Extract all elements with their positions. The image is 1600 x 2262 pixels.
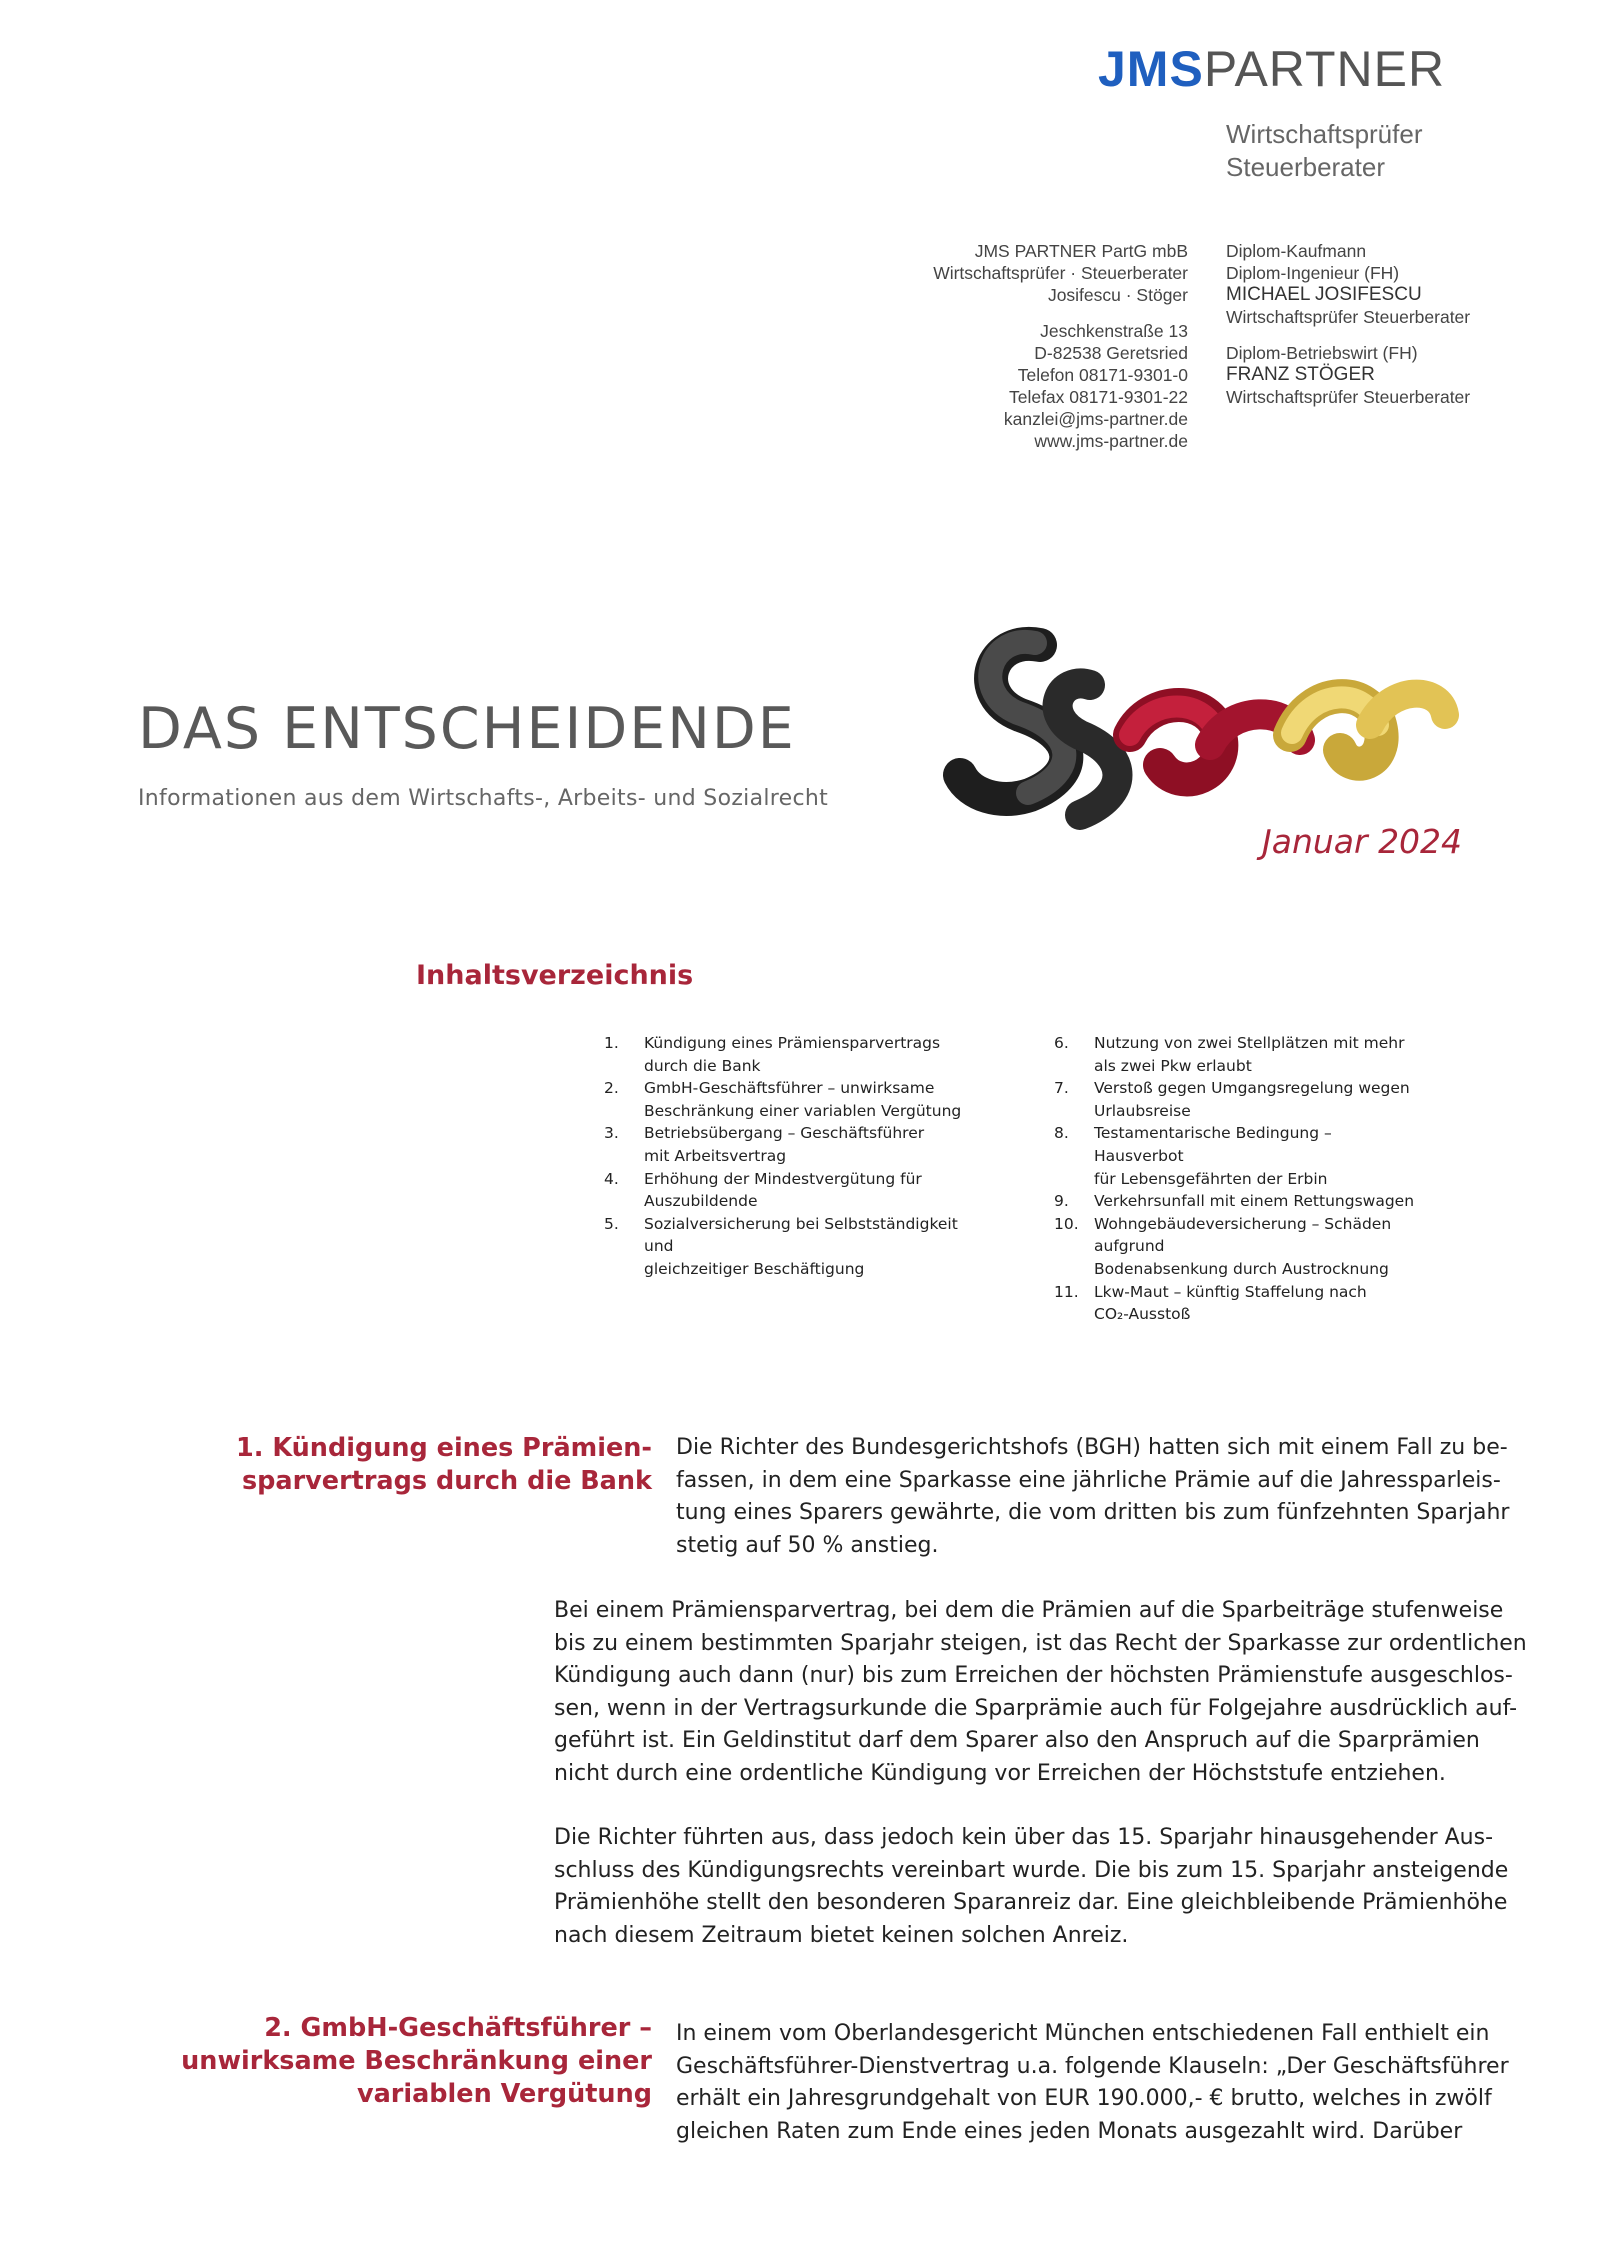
section-1-paragraph-1 <box>676 1432 1510 1562</box>
toc-item-line: GmbH-Geschäftsführer – unwirksame <box>644 1079 935 1098</box>
toc-item-line: Testamentarische Bedingung – Hausverbot <box>1094 1124 1332 1165</box>
toc-item-line: als zwei Pkw erlaubt <box>1094 1056 1252 1075</box>
toc-item-line: mit Arbeitsvertrag <box>644 1146 787 1165</box>
newsletter-title: DAS ENTSCHEIDENDE <box>138 696 796 762</box>
partner-degree: Diplom-Ingenieur (FH) <box>1226 263 1400 283</box>
toc-item-text <box>1094 1281 1424 1326</box>
section-2-title <box>132 2012 652 2111</box>
firm-line: Josifescu · Stöger <box>1047 285 1188 305</box>
address-line: D-82538 Geretsried <box>1034 343 1188 363</box>
paragraph-line: schluss des Kündigungsrechts vereinbart wurde. Die bis zum 15. Sparjahr ansteigende <box>554 1857 1509 1883</box>
paragraph-line: In einem vom Oberlandesgericht München entschiedenen Fall enthielt ein <box>676 2021 1490 2046</box>
toc-item-line: CO₂-Ausstoß <box>1094 1305 1191 1324</box>
toc-left-column <box>604 1032 974 1281</box>
paragraph-line: Die Richter führten aus, dass jedoch kein über das 15. Sparjahr hinausgehender Aus- <box>554 1825 1494 1850</box>
toc-item[interactable] <box>604 1213 974 1281</box>
toc-item[interactable] <box>604 1168 974 1213</box>
section-title-line: 2. GmbH-Geschäftsführer – <box>264 2013 652 2043</box>
partner-name: FRANZ STÖGER <box>1226 364 1375 385</box>
website-link[interactable]: www.jms-partner.de <box>1034 431 1188 451</box>
partner-list <box>1226 240 1586 408</box>
toc-item-number: 8. <box>1054 1124 1069 1143</box>
toc-item-number: 2. <box>604 1079 619 1098</box>
toc-item-text <box>644 1077 974 1122</box>
email-link[interactable]: kanzlei@jms-partner.de <box>1003 409 1188 429</box>
issue-date: Januar 2024 <box>1262 822 1463 861</box>
toc-item-line: Bodenabsenkung durch Austrocknung <box>1094 1259 1389 1278</box>
toc-item-line: Betriebsübergang – Geschäftsführer <box>644 1124 925 1143</box>
toc-item-line: Lkw-Maut – künftig Staffelung nach <box>1094 1282 1367 1301</box>
toc-item-text <box>1094 1190 1424 1213</box>
paragraph-line: Prämienhöhe stellt den besonderen Sparanreiz dar. Eine gleichbleibende Prämienhöhe <box>554 1890 1508 1916</box>
phone: Telefon 08171-9301-0 <box>1017 365 1188 385</box>
paragraph-line: bis zu einem bestimmten Sparjahr steigen, ist das Recht der Sparkasse zur ordentlichen <box>554 1630 1527 1656</box>
section-1-paragraph-2 <box>554 1595 1527 1791</box>
paragraph-line: nach diesem Zeitraum bietet keinen solchen Anreiz. <box>554 1922 1129 1948</box>
toc-item[interactable] <box>1054 1190 1424 1213</box>
paragraph-line: nicht durch eine ordentliche Kündigung vor Erreichen der Höchststufe entziehen. <box>554 1760 1446 1786</box>
section-1-title <box>132 1432 652 1498</box>
fax: Telefax 08171-9301-22 <box>1008 387 1188 407</box>
partner-degree: Diplom-Kaufmann <box>1226 241 1367 261</box>
partner-degree: Diplom-Betriebswirt (FH) <box>1226 343 1418 363</box>
toc-item-line: Urlaubsreise <box>1094 1101 1191 1120</box>
paragraph-line: Die Richter des Bundesgerichtshofs (BGH) hatten sich mit einem Fall zu be- <box>676 1435 1508 1460</box>
paragraph-line: Bei einem Prämiensparvertrag, bei dem die Prämien auf die Sparbeiträge stufenweise <box>554 1598 1504 1623</box>
section-title-line: sparvertrags durch die Bank <box>241 1466 652 1496</box>
toc-item-text <box>644 1032 974 1077</box>
firm-logo <box>1098 41 1446 97</box>
paragraph-line: geführt ist. Ein Geldinstitut darf dem Sparer also den Anspruch auf die Sparprämien <box>554 1728 1480 1754</box>
toc-item[interactable] <box>1054 1281 1424 1326</box>
toc-item-line: gleichzeitiger Beschäftigung <box>644 1259 865 1278</box>
partner-title: Wirtschaftsprüfer Steuerberater <box>1226 387 1471 407</box>
toc-item-text <box>644 1168 974 1213</box>
toc-item-text <box>1094 1213 1424 1281</box>
section-title-line: variablen Vergütung <box>356 2079 652 2109</box>
toc-item-line: Wohngebäudeversicherung – Schäden aufgrund <box>1094 1214 1392 1256</box>
toc-item-text <box>644 1122 974 1167</box>
paragraph-line: tung eines Sparers gewährte, die vom dritten bis zum fünfzehnten Sparjahr <box>676 1500 1510 1526</box>
firm-line: JMS PARTNER PartG mbB <box>974 241 1188 261</box>
toc-item-line: Erhöhung der Mindestvergütung für <box>644 1169 922 1188</box>
paragraph-line: erhält ein Jahresgrundgehalt von EUR 190.000,- € brutto, welches in zwölf <box>676 2086 1492 2112</box>
paragraph-line: gleichen Raten zum Ende eines jeden Monats ausgezahlt wird. Darüber <box>676 2118 1463 2144</box>
paragraph-red-icon <box>1130 705 1300 779</box>
toc-item-line: Sozialversicherung bei Selbstständigkeit und <box>644 1214 958 1256</box>
logo-partner: PARTNER <box>1203 41 1446 97</box>
toc-item[interactable] <box>604 1032 974 1077</box>
newsletter-subtitle: Informationen aus dem Wirtschafts-, Arbeits- und Sozialrecht <box>138 786 829 811</box>
toc-item-number: 11. <box>1054 1282 1079 1301</box>
toc-item-line: für Lebensgefährten der Erbin <box>1094 1169 1328 1188</box>
paragraph-line: Kündigung auch dann (nur) bis zum Erreichen der höchsten Prämienstufe ausgeschlos- <box>554 1663 1513 1689</box>
toc-item-line: durch die Bank <box>644 1056 761 1075</box>
toc-item-number: 10. <box>1054 1214 1079 1233</box>
toc-item-number: 3. <box>604 1124 619 1143</box>
toc-item-text <box>644 1213 974 1281</box>
section-title-line: 1. Kündigung eines Prämien- <box>236 1433 652 1463</box>
logo-line-1: Wirtschaftsprüfer <box>1226 119 1423 149</box>
toc-item-number: 6. <box>1054 1034 1069 1052</box>
firm-address <box>828 240 1188 452</box>
paragraph-gold-icon <box>1290 694 1445 764</box>
paragraph-line: sen, wenn in der Vertragsurkunde die Sparprämie auch für Folgejahre ausdrücklich auf- <box>554 1695 1518 1721</box>
paragraph-line: fassen, in dem eine Sparkasse eine jährliche Prämie auf die Jahressparleis- <box>676 1467 1501 1493</box>
logo-subtitle <box>1226 118 1423 184</box>
toc-item-text <box>1094 1122 1424 1190</box>
section-2-paragraph-1 <box>676 2018 1509 2148</box>
toc-right-column <box>1054 1032 1424 1326</box>
toc-item-line: Auszubildende <box>644 1192 758 1211</box>
paragraph-black-icon <box>960 642 1118 815</box>
logo-line-2: Steuerberater <box>1226 152 1385 182</box>
toc-item-number: 4. <box>604 1169 619 1188</box>
toc-item[interactable] <box>1054 1077 1424 1122</box>
toc-item-number: 5. <box>604 1214 619 1233</box>
toc-item-number: 1. <box>604 1034 619 1052</box>
toc-item-text <box>1094 1032 1424 1077</box>
toc-item[interactable] <box>1054 1032 1424 1077</box>
section-title-line: unwirksame Beschränkung einer <box>181 2046 652 2076</box>
toc-item-number: 9. <box>1054 1192 1069 1211</box>
toc-item-line: Verstoß gegen Umgangsregelung wegen <box>1094 1079 1410 1098</box>
toc-item[interactable] <box>604 1077 974 1122</box>
toc-item[interactable] <box>1054 1122 1424 1190</box>
toc-item[interactable] <box>1054 1213 1424 1281</box>
toc-item-line: Nutzung von zwei Stellplätzen mit mehr <box>1094 1034 1405 1052</box>
toc-item-line: Kündigung eines Prämiensparvertrags <box>644 1034 941 1052</box>
partner-name: MICHAEL JOSIFESCU <box>1226 284 1422 305</box>
paragraph-symbols-graphic <box>930 625 1460 845</box>
section-1-paragraph-3 <box>554 1822 1509 1952</box>
logo-jms: JMS <box>1098 41 1204 97</box>
paragraph-line: Geschäftsführer-Dienstvertrag u.a. folgende Klauseln: „Der Geschäftsführer <box>676 2053 1509 2079</box>
toc-item-text <box>1094 1077 1424 1122</box>
toc-title: Inhaltsverzeichnis <box>416 960 694 991</box>
toc-item-number: 7. <box>1054 1079 1069 1098</box>
partner-title: Wirtschaftsprüfer Steuerberater <box>1226 307 1471 327</box>
toc-item-line: Beschränkung einer variablen Vergütung <box>644 1101 962 1120</box>
firm-line: Wirtschaftsprüfer · Steuerberater <box>933 263 1188 283</box>
address-line: Jeschkenstraße 13 <box>1040 321 1188 341</box>
paragraph-line: stetig auf 50 % anstieg. <box>676 1532 939 1558</box>
toc-item[interactable] <box>604 1122 974 1167</box>
toc-item-line: Verkehrsunfall mit einem Rettungswagen <box>1094 1192 1415 1211</box>
